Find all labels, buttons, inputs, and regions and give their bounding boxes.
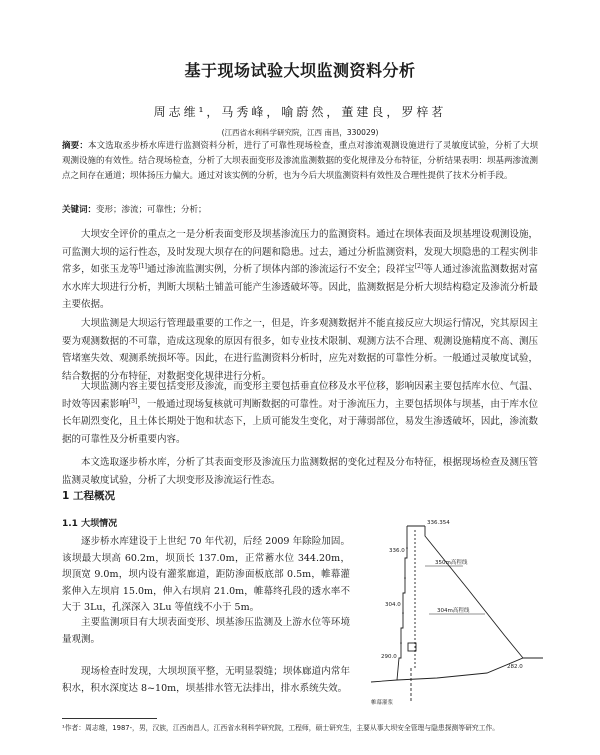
affiliation: (江西省水利科学研究院，江西 南昌，330029) bbox=[221, 128, 379, 137]
dam-info-paragraph-2: 主要监测项目有大坝表面变形、坝基渗压监测及上游水位等环境量观测。 bbox=[62, 617, 350, 645]
citation-2: [2] bbox=[414, 262, 424, 270]
intro-p1-part-c: 等人通过渗流监测数据对富水水库大坝进行分析，判断大坝粘土铺盖可能产生渗透破坏等。因此，监测数据是分析大坝结构稳定及渗流分析最主要依据。 bbox=[62, 264, 538, 310]
figure-label-toe: 282.0 bbox=[507, 664, 523, 670]
figure-label-elev-304: 304m高程线 bbox=[437, 608, 470, 614]
dam-info-paragraph-1: 逐步桥水库建设于上世纪 70 年代初，后经 2009 年除险加固。该坝最大坝高 60.2m，坝顶长 137.0m，正常蓄水位 344.20m，坝顶宽 9.0m，坝内设有灌浆廊道，距防渗面板底部 0.5m，帷幕灌浆伸入左坝肩 15.0m，伸入右坝肩 21.0m，帷幕终孔段的透水率不大于 3Lu，孔深深入 3Lu 等值线不小于 5m。 bbox=[62, 536, 350, 613]
figure-label-elev-350: 350m高程线 bbox=[435, 560, 468, 566]
footnote-divider bbox=[62, 718, 157, 719]
figure-label-grout-curtain: 帷幕灌浆 bbox=[371, 700, 394, 706]
keywords-text: 变形；渗流；可靠性；分析； bbox=[96, 205, 207, 215]
paper-title: 基于现场试验大坝监测资料分析 bbox=[184, 61, 416, 80]
figure-label-lower: 290.0 bbox=[381, 654, 397, 660]
intro-p1-part-a: 大坝安全评价的重点之一是分析表面变形及坝基渗流压力的监测资料。通过在坝体表面及坝基埋设观测设施，可监测大坝的运行性态，及时发现大坝存在的问题和隐患。过去，通过分析监测资料，发现大坝隐患的工程实例非常多，如张玉龙等 bbox=[62, 229, 538, 275]
keywords-label: 关键词： bbox=[62, 205, 97, 215]
intro-paragraph-4: 本文选取逐步桥水库，分析了其表面变形及渗流压力监测数据的变化过程及分布特征，根据现场检查及测压管监测灵敏度试验，分析了大坝变形及渗流运行性态。 bbox=[62, 457, 538, 486]
intro-paragraph-2: 大坝监测是大坝运行管理最重要的工作之一，但是，许多观测数据并不能直接反应大坝运行情况，究其原因主要为观测数据的不可靠，造成这现象的原因有很多，如专业技术限制、观测方法不合理、观测设施精度不高、测压管堵塞失效、观测系统损坏等。因此，在进行监测资料分析时，应先对数据的可靠性分析。一般通过灵敏度试验，结合数据的分布特征，对数据变化规律进行分析。 bbox=[62, 318, 538, 382]
subsection-heading-1-1: 1.1 大坝情况 bbox=[62, 519, 118, 529]
intro-paragraph-1 bbox=[62, 226, 538, 314]
intro-p1-part-b: 通过渗流监测实例，分析了坝体内部的渗流运行不安全；段祥宝 bbox=[146, 264, 415, 275]
intro-paragraph-3 bbox=[62, 378, 538, 448]
figure-label-upper: 336.0 bbox=[389, 548, 405, 554]
citation-1: [1] bbox=[138, 262, 147, 270]
author-list: 周志维¹，马秀峰，喻蔚然，董建良，罗梓茗 bbox=[153, 105, 447, 119]
citation-3: [3] bbox=[128, 397, 138, 405]
section-heading-1: 1 工程概况 bbox=[62, 490, 115, 502]
dam-info-paragraph-3: 现场检查时发现，大坝坝顶平整，无明显裂缝；坝体廊道内常年积水，积水深度达 8~10m，坝基排水管无法排出，排水系统失效。 bbox=[62, 666, 350, 694]
abstract-label: 摘要： bbox=[62, 141, 88, 151]
intro-p3-part-a: 大坝监测内容主要包括变形及渗流，而变形主要包括垂直位移及水平位移，影响因素主要包括库水位、气温、时效等因素影响 bbox=[62, 381, 538, 410]
abstract-text: 本文选取丞步桥水库进行监测资料分析，进行了可靠性现场检查，重点对渗流观测设施进行了灵敏度试验，分析了大坝观测设施的有效性。结合现场检查，分析了大坝表面变形及渗流监测数据的变化规律及分布特征，分析结果表明：坝基两渗流测点之间存在通道；坝体扬压力偏大。通过对该实例的分析，也为今后大坝监测资料有效性及合理性提供了技术分析手段。 bbox=[62, 141, 539, 181]
dam-cross-section-figure bbox=[367, 518, 547, 708]
figure-label-mid: 304.0 bbox=[385, 602, 401, 608]
abstract bbox=[62, 139, 538, 184]
keywords bbox=[62, 203, 538, 217]
footnote: ¹作者：周志维，1987-，男，汉族，江西南昌人，江西省水利科学研究院，工程师，硕士研究生，主要从事大坝安全管理与隐患探测等研究工作。 bbox=[62, 724, 500, 732]
figure-label-crest: 336.354 bbox=[427, 520, 450, 526]
intro-p3-part-b: ，一般通过现场复核就可判断数据的可靠性。对于渗流压力，主要包括坝体与坝基，由于库水位长年剧烈变化，且土体长期处于饱和状态下，上质可能发生变化，对于薄弱部位，易发生渗透破坏，因此，渗流数据的可靠性及分析重要内容。 bbox=[62, 398, 538, 445]
